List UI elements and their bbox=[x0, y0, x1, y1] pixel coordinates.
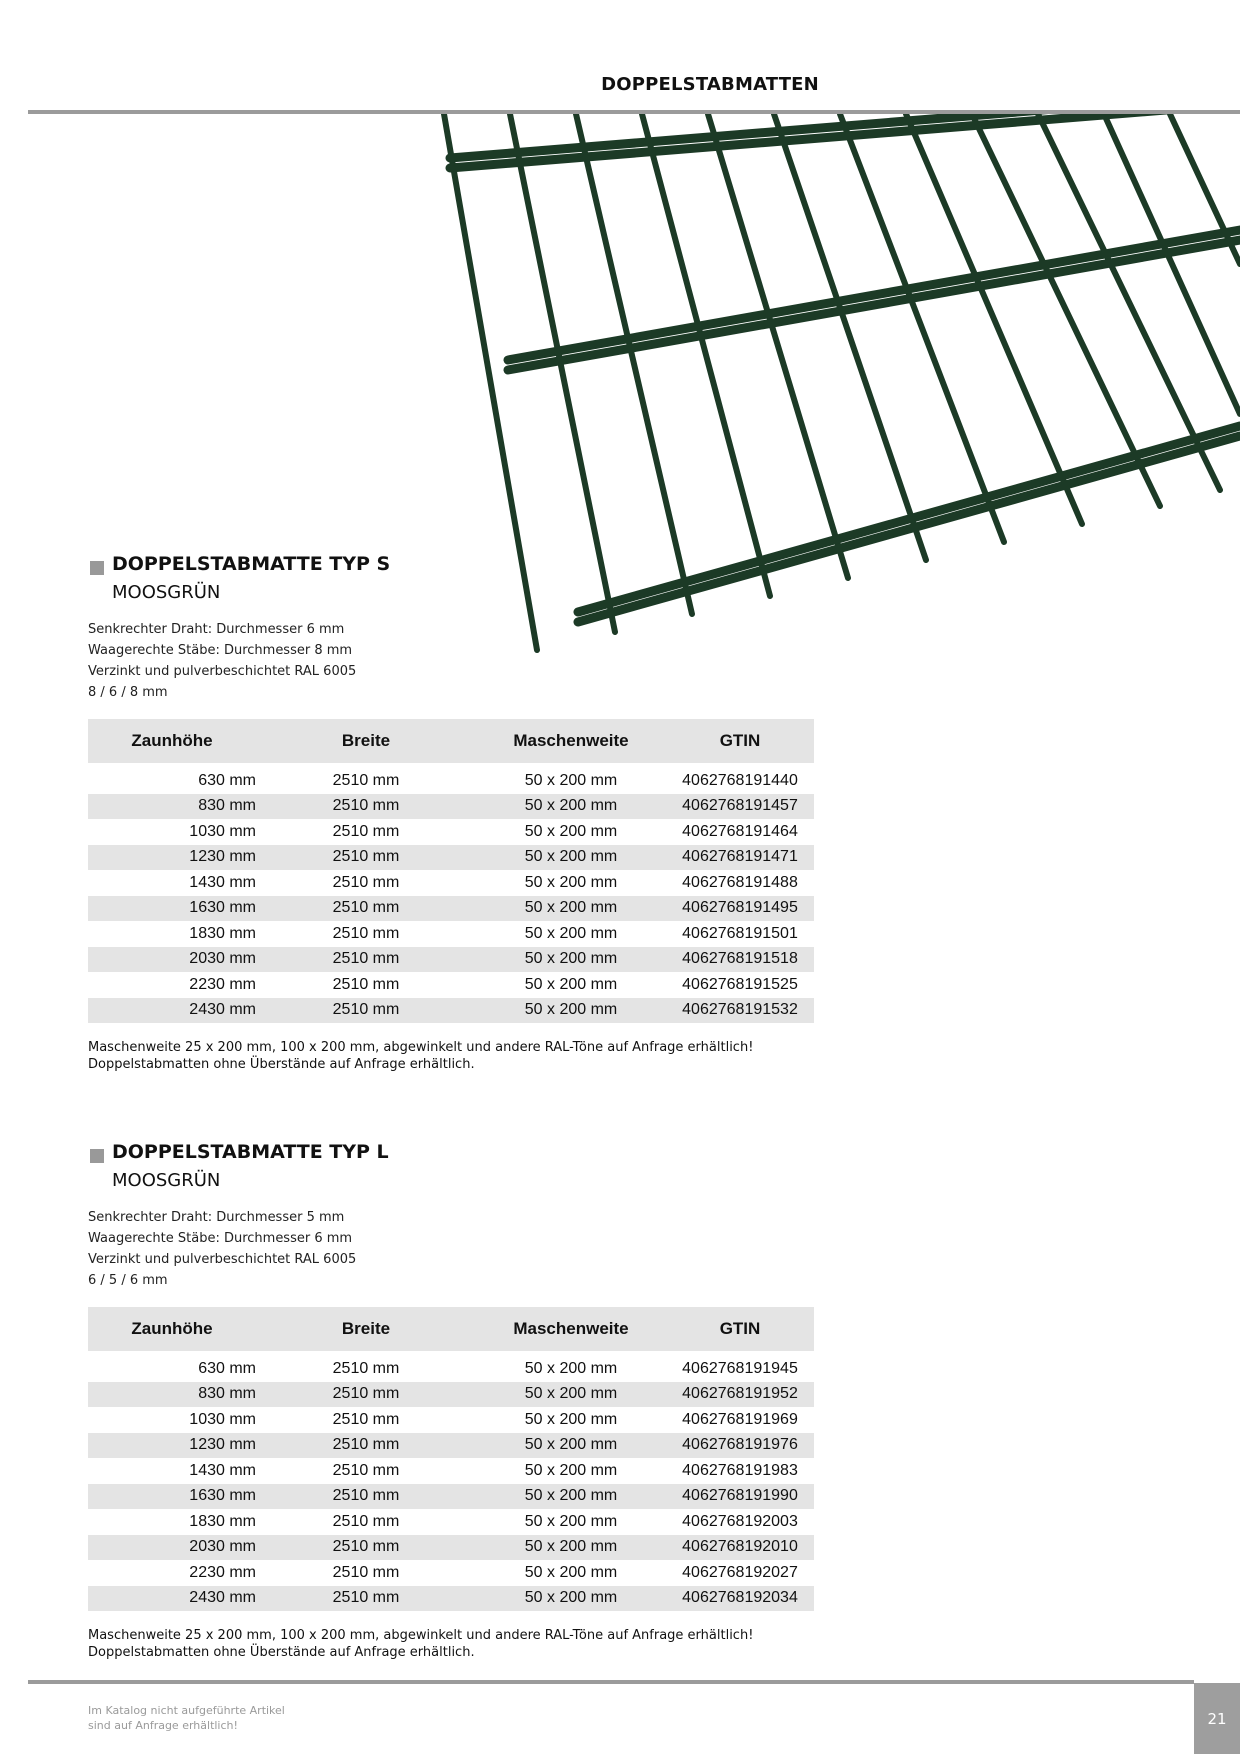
cell-gtin: 4062768191969 bbox=[682, 1410, 798, 1428]
table-row bbox=[88, 1433, 814, 1459]
footer-note-line: sind auf Anfrage erhältlich! bbox=[88, 1719, 238, 1732]
table-row bbox=[88, 1484, 814, 1510]
cell-height: 2030 mm bbox=[88, 1535, 256, 1561]
cell-width: 2510 mm bbox=[256, 1433, 476, 1459]
cell-mesh: 50 x 200 mm bbox=[476, 845, 666, 871]
cell-mesh: 50 x 200 mm bbox=[524, 873, 618, 891]
cell-width: 2510 mm bbox=[256, 896, 476, 922]
cell-gtin: 4062768192003 bbox=[682, 1512, 798, 1530]
table-row bbox=[88, 1509, 814, 1535]
product-section-typ-l bbox=[88, 1141, 816, 1661]
cell-gtin: 4062768191464 bbox=[682, 822, 798, 840]
section-title: DOPPELSTABMATTE TYP L bbox=[112, 1141, 389, 1163]
cell-width: 2510 mm bbox=[256, 1484, 476, 1510]
cell-width: 2510 mm bbox=[332, 771, 400, 789]
cell-width: 2510 mm bbox=[332, 873, 400, 891]
cell-gtin: 4062768191945 bbox=[682, 1359, 798, 1377]
cell-width: 2510 mm bbox=[332, 1461, 400, 1479]
section-subtitle: MOOSGRÜN bbox=[112, 582, 221, 603]
cell-height: 830 mm bbox=[88, 1382, 256, 1408]
cell-width: 2510 mm bbox=[256, 794, 476, 820]
cell-height: 1830 mm bbox=[189, 1512, 256, 1530]
cell-mesh: 50 x 200 mm bbox=[524, 975, 618, 993]
spec-line: Waagerechte Stäbe: Durchmesser 8 mm bbox=[88, 643, 353, 658]
product-table bbox=[88, 719, 814, 1023]
cell-width: 2510 mm bbox=[256, 1382, 476, 1408]
bullet-square-icon bbox=[90, 561, 104, 575]
cell-height: 1830 mm bbox=[189, 924, 256, 942]
section-subtitle: MOOSGRÜN bbox=[112, 1170, 221, 1191]
footer-note-line: Im Katalog nicht aufgeführte Artikel bbox=[88, 1704, 285, 1717]
spec-line: Senkrechter Draht: Durchmesser 6 mm bbox=[88, 622, 345, 637]
cell-gtin: 4062768191488 bbox=[682, 873, 798, 891]
cell-height: 1630 mm bbox=[88, 1484, 256, 1510]
cell-height: 630 mm bbox=[198, 1359, 256, 1377]
cell-height: 2230 mm bbox=[189, 1563, 256, 1581]
section-notes bbox=[88, 1627, 816, 1661]
spec-list bbox=[88, 1207, 816, 1291]
bullet-square-icon bbox=[90, 1149, 104, 1163]
cell-gtin: 4062768191983 bbox=[682, 1461, 798, 1479]
column-header: Maschenweite bbox=[476, 1307, 666, 1354]
cell-mesh: 50 x 200 mm bbox=[524, 924, 618, 942]
cell-height: 1430 mm bbox=[189, 1461, 256, 1479]
column-header: Zaunhöhe bbox=[88, 1307, 256, 1354]
table-row bbox=[88, 794, 814, 820]
column-header: Maschenweite bbox=[476, 719, 666, 766]
table-header-row bbox=[88, 1307, 814, 1354]
section-heading bbox=[88, 553, 816, 613]
product-section-typ-s bbox=[88, 553, 816, 1073]
page-number: 21 bbox=[1207, 1710, 1227, 1728]
page-number-box bbox=[1194, 1683, 1240, 1754]
table-row bbox=[88, 766, 814, 794]
cell-height: 1630 mm bbox=[88, 896, 256, 922]
page-title: DOPPELSTABMATTEN bbox=[601, 74, 819, 95]
cell-gtin: 4062768191457 bbox=[666, 794, 814, 820]
spec-list bbox=[88, 619, 816, 703]
cell-width: 2510 mm bbox=[256, 845, 476, 871]
cell-gtin: 4062768192034 bbox=[666, 1586, 814, 1612]
cell-gtin: 4062768192027 bbox=[682, 1563, 798, 1581]
cell-width: 2510 mm bbox=[332, 924, 400, 942]
cell-mesh: 50 x 200 mm bbox=[476, 896, 666, 922]
cell-mesh: 50 x 200 mm bbox=[476, 947, 666, 973]
column-header: GTIN bbox=[666, 1307, 814, 1354]
column-header: Breite bbox=[256, 1307, 476, 1354]
spec-line: Verzinkt und pulverbeschichtet RAL 6005 bbox=[88, 664, 357, 679]
table-row bbox=[88, 1560, 814, 1586]
note-line: Maschenweite 25 x 200 mm, 100 x 200 mm, abgewinkelt und andere RAL-Töne auf Anfrage erhältlich! bbox=[88, 1628, 754, 1643]
table-row bbox=[88, 1382, 814, 1408]
spec-line: Senkrechter Draht: Durchmesser 5 mm bbox=[88, 1210, 345, 1225]
cell-gtin: 4062768191976 bbox=[666, 1433, 814, 1459]
table-row bbox=[88, 947, 814, 973]
spec-line: Waagerechte Stäbe: Durchmesser 6 mm bbox=[88, 1231, 353, 1246]
cell-height: 630 mm bbox=[198, 771, 256, 789]
column-header: Breite bbox=[256, 719, 476, 766]
table-header-row bbox=[88, 719, 814, 766]
cell-width: 2510 mm bbox=[256, 998, 476, 1024]
cell-width: 2510 mm bbox=[332, 975, 400, 993]
cell-mesh: 50 x 200 mm bbox=[524, 822, 618, 840]
cell-height: 1030 mm bbox=[189, 1410, 256, 1428]
table-row bbox=[88, 1535, 814, 1561]
cell-mesh: 50 x 200 mm bbox=[476, 1535, 666, 1561]
cell-width: 2510 mm bbox=[332, 1359, 400, 1377]
table-row bbox=[88, 998, 814, 1024]
cell-gtin: 4062768191532 bbox=[666, 998, 814, 1024]
cell-height: 1430 mm bbox=[189, 873, 256, 891]
note-line: Doppelstabmatten ohne Überstände auf Anfrage erhältlich. bbox=[88, 1057, 475, 1072]
table-row bbox=[88, 870, 814, 896]
table-row bbox=[88, 1354, 814, 1382]
cell-width: 2510 mm bbox=[332, 1410, 400, 1428]
table-row bbox=[88, 1407, 814, 1433]
cell-width: 2510 mm bbox=[332, 822, 400, 840]
table-row bbox=[88, 1458, 814, 1484]
section-notes bbox=[88, 1039, 816, 1073]
cell-gtin: 4062768191501 bbox=[682, 924, 798, 942]
cell-gtin: 4062768192010 bbox=[666, 1535, 814, 1561]
cell-mesh: 50 x 200 mm bbox=[476, 1586, 666, 1612]
footer-divider bbox=[28, 1680, 1194, 1684]
cell-gtin: 4062768191525 bbox=[682, 975, 798, 993]
cell-mesh: 50 x 200 mm bbox=[524, 1461, 618, 1479]
cell-width: 2510 mm bbox=[332, 1563, 400, 1581]
cell-height: 2030 mm bbox=[88, 947, 256, 973]
table-row bbox=[88, 845, 814, 871]
table-row bbox=[88, 921, 814, 947]
note-line: Doppelstabmatten ohne Überstände auf Anfrage erhältlich. bbox=[88, 1645, 475, 1660]
column-header: Zaunhöhe bbox=[88, 719, 256, 766]
cell-height: 2230 mm bbox=[189, 975, 256, 993]
cell-gtin: 4062768191518 bbox=[666, 947, 814, 973]
note-line: Maschenweite 25 x 200 mm, 100 x 200 mm, abgewinkelt und andere RAL-Töne auf Anfrage erhältlich! bbox=[88, 1040, 754, 1055]
section-heading bbox=[88, 1141, 816, 1201]
cell-width: 2510 mm bbox=[256, 1535, 476, 1561]
cell-mesh: 50 x 200 mm bbox=[524, 771, 618, 789]
product-table bbox=[88, 1307, 814, 1611]
cell-mesh: 50 x 200 mm bbox=[476, 1484, 666, 1510]
cell-gtin: 4062768191471 bbox=[666, 845, 814, 871]
table-row bbox=[88, 896, 814, 922]
cell-height: 1230 mm bbox=[88, 845, 256, 871]
cell-mesh: 50 x 200 mm bbox=[476, 1433, 666, 1459]
cell-height: 1030 mm bbox=[189, 822, 256, 840]
footer-note bbox=[88, 1703, 285, 1733]
section-title: DOPPELSTABMATTE TYP S bbox=[112, 553, 391, 575]
cell-mesh: 50 x 200 mm bbox=[476, 794, 666, 820]
cell-height: 2430 mm bbox=[88, 998, 256, 1024]
cell-mesh: 50 x 200 mm bbox=[476, 1382, 666, 1408]
column-header: GTIN bbox=[666, 719, 814, 766]
cell-gtin: 4062768191440 bbox=[682, 771, 798, 789]
spec-line: Verzinkt und pulverbeschichtet RAL 6005 bbox=[88, 1252, 357, 1267]
spec-line: 8 / 6 / 8 mm bbox=[88, 685, 168, 700]
cell-mesh: 50 x 200 mm bbox=[476, 998, 666, 1024]
cell-height: 1230 mm bbox=[88, 1433, 256, 1459]
cell-gtin: 4062768191952 bbox=[666, 1382, 814, 1408]
cell-mesh: 50 x 200 mm bbox=[524, 1563, 618, 1581]
cell-width: 2510 mm bbox=[256, 1586, 476, 1612]
cell-mesh: 50 x 200 mm bbox=[524, 1410, 618, 1428]
cell-mesh: 50 x 200 mm bbox=[524, 1359, 618, 1377]
spec-line: 6 / 5 / 6 mm bbox=[88, 1273, 168, 1288]
table-row bbox=[88, 1586, 814, 1612]
cell-height: 830 mm bbox=[88, 794, 256, 820]
cell-gtin: 4062768191495 bbox=[666, 896, 814, 922]
table-row bbox=[88, 972, 814, 998]
cell-height: 2430 mm bbox=[88, 1586, 256, 1612]
table-row bbox=[88, 819, 814, 845]
cell-mesh: 50 x 200 mm bbox=[524, 1512, 618, 1530]
cell-width: 2510 mm bbox=[332, 1512, 400, 1530]
cell-gtin: 4062768191990 bbox=[666, 1484, 814, 1510]
cell-width: 2510 mm bbox=[256, 947, 476, 973]
